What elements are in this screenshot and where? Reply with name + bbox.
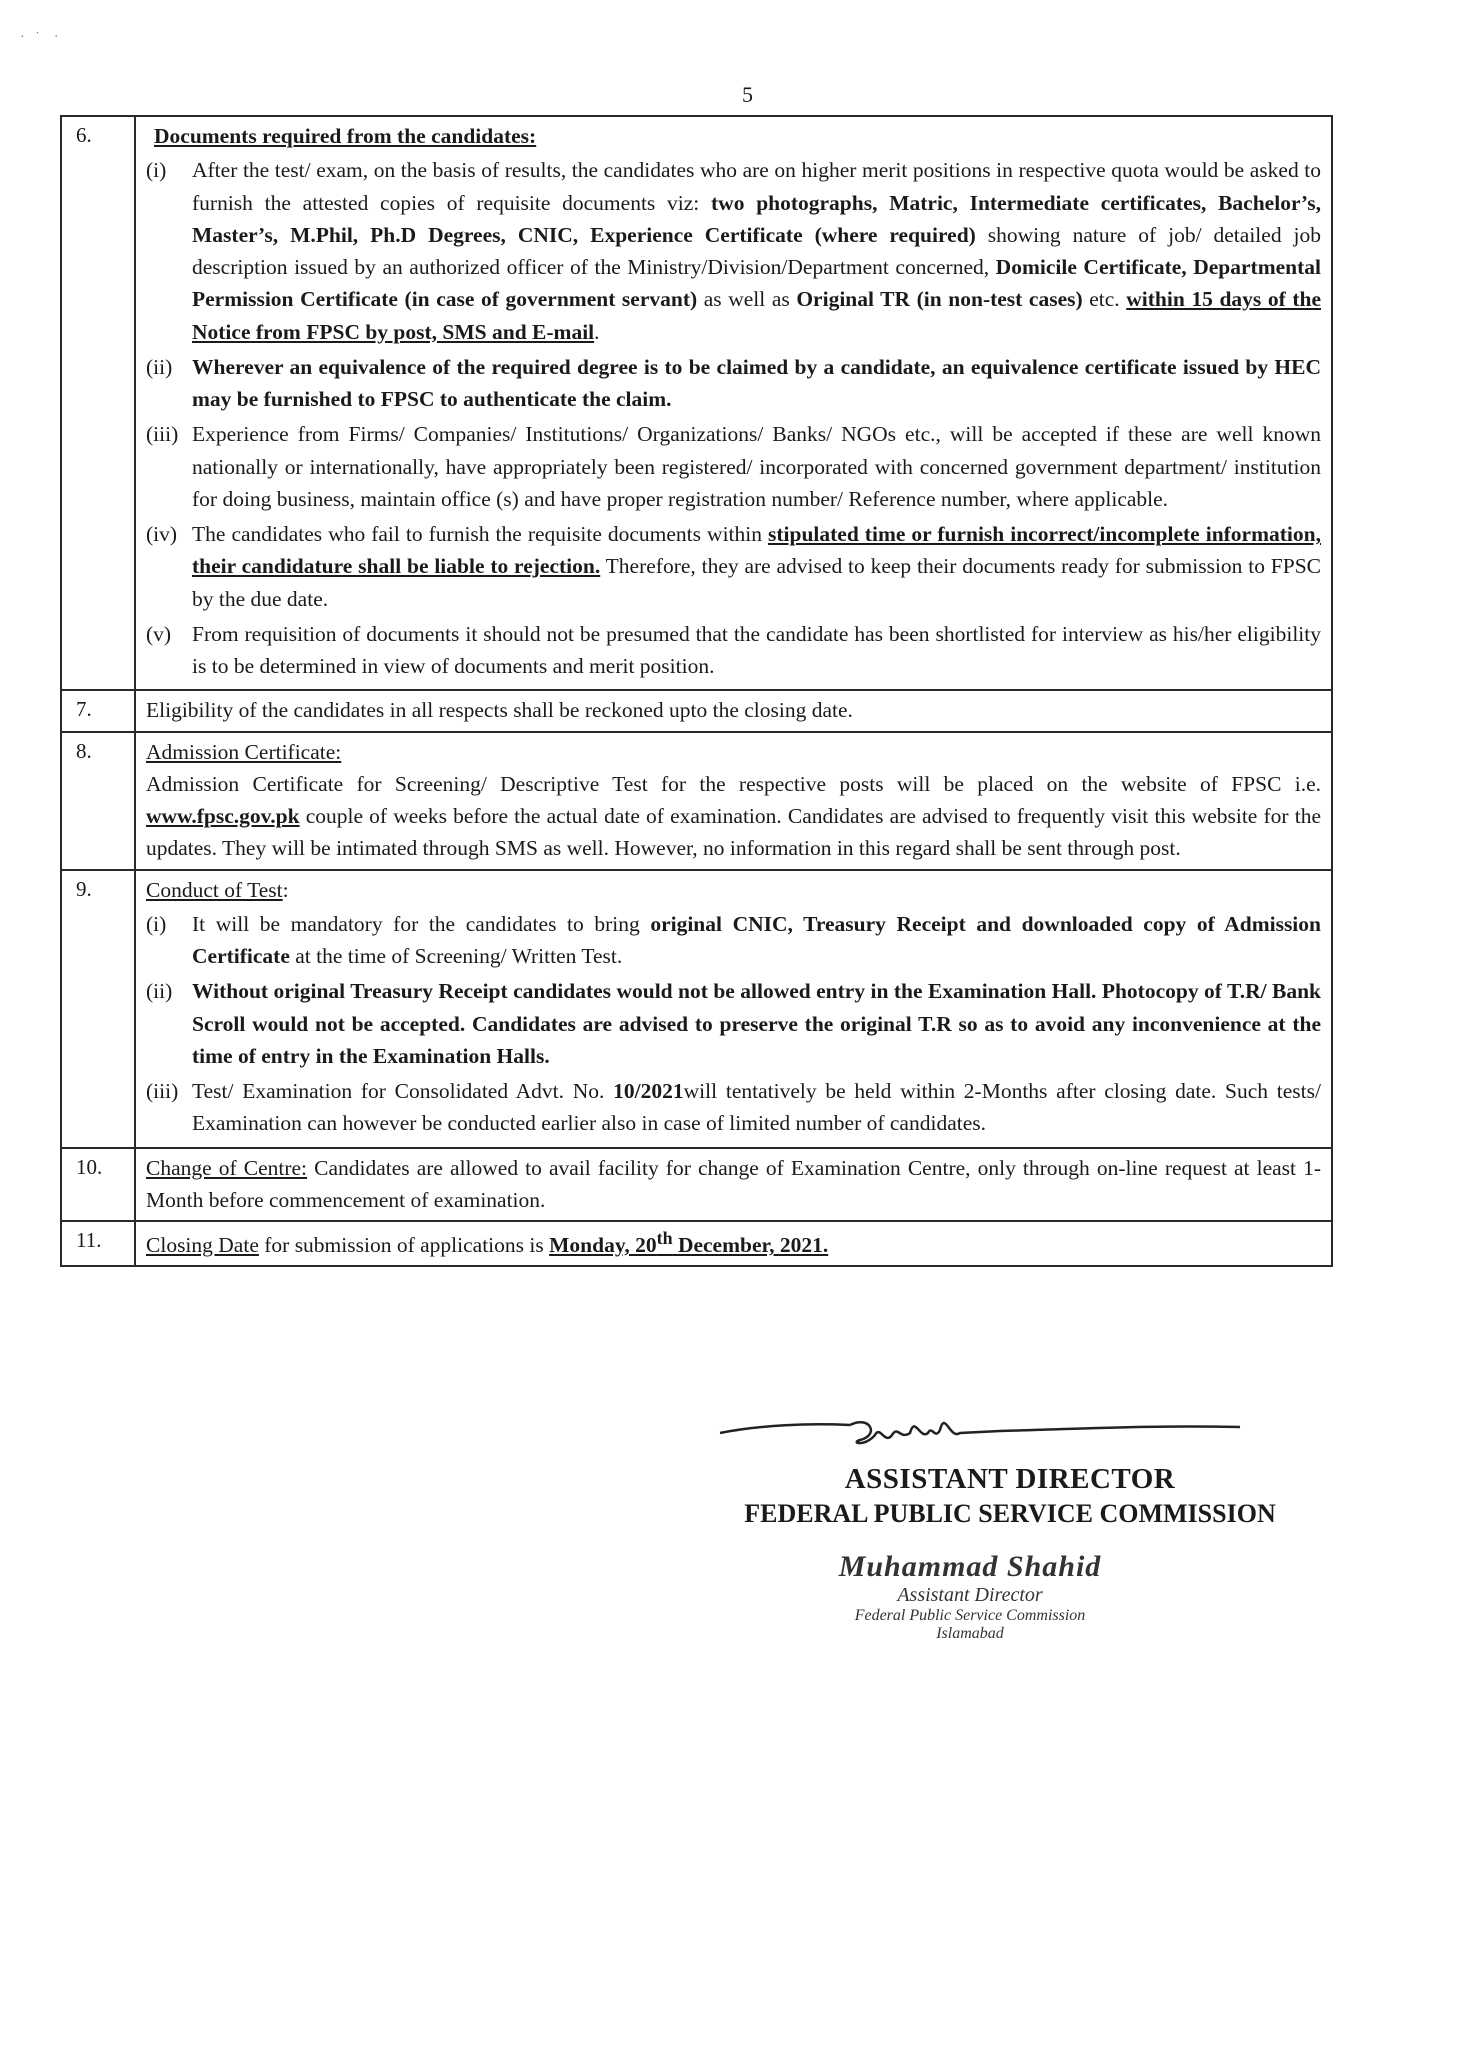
section-heading: Conduct of Test <box>146 877 283 902</box>
stamp-designation: Assistant Director <box>897 1584 1043 1606</box>
section-heading: Closing Date <box>146 1233 259 1258</box>
item-label: (iv) <box>146 522 178 546</box>
list-item <box>146 1075 1321 1140</box>
section-heading: Documents required from the candidates: <box>154 124 537 148</box>
instructions-table <box>60 115 1333 1267</box>
item-label: (i) <box>146 911 167 936</box>
row-10 <box>61 1148 1332 1222</box>
section-heading: Change of Centre: <box>146 1155 308 1180</box>
stamp-office: Federal Public Service Commission <box>854 1607 1086 1624</box>
list-item <box>146 418 1321 515</box>
signatory-organization: FEDERAL PUBLIC SERVICE COMMISSION <box>744 1499 1276 1528</box>
row-number: 7. <box>61 690 135 731</box>
section-text: Admission Certificate for Screening/ Descriptive Test for the respective posts will be placed on the website of FPSC i.e. www.fpsc.gov.pk couple of weeks before the actual date of examination. Candidates are advised to frequently visit this website for the updates. They will be intimated through SMS as well. However, no information in this regard shall be sent through post. <box>146 771 1321 861</box>
item-label: (ii) <box>146 979 173 1004</box>
list-item <box>146 618 1321 683</box>
row-number: 10. <box>61 1148 135 1222</box>
row-content <box>135 732 1332 870</box>
row-content <box>135 116 1332 690</box>
item-label: (iii) <box>146 422 179 447</box>
item-label: (ii) <box>146 354 173 379</box>
item-text: The candidates who fail to furnish the requisite documents within stipulated time or furnish incorrect/incomplete information, their candidature shall be liable to rejection. Therefore, they are advised to keep their documents ready for submission to FPSC by the due date. <box>192 522 1322 611</box>
list-item <box>146 975 1321 1072</box>
stamp-name: Muhammad Shahid <box>838 1550 1102 1583</box>
item-label: (iii) <box>146 1079 179 1103</box>
item-label: (v) <box>146 621 172 646</box>
row-number: 11. <box>61 1221 135 1266</box>
item-text: After the test/ exam, on the basis of results, the candidates who are on higher merit positions in respective quota would be asked to furnish the attested copies of requisite documents viz: two photographs, Matric, Intermediate certificates, Bachelor’s, Master’s, M.Phil, Ph.D Degrees, CNIC, Experience Certificate (where required) showing nature of job/ detailed job description issued by an authorized officer of the Ministry/Division/Department concerned, Domicile Certificate, Departmental Permission Certificate (in case of government servant) as well as Original TR (in non-test cases) etc. within 15 days of the Notice from FPSC by post, SMS and E-mail. <box>192 158 1321 344</box>
stamp-city: Islamabad <box>936 1625 1004 1642</box>
item-text: Test/ Examination for Consolidated Advt. No. 10/2021will tentatively be held within 2-Months after closing date. Such tests/ Examination can however be conducted earlier also in case of limited number of candidates. <box>192 1079 1321 1136</box>
scan-specks: · ˙ · <box>20 30 59 45</box>
item-text: Without original Treasury Receipt candidates would not be allowed entry in the Examination Hall. Photocopy of T.R/ Bank Scroll would not be accepted. Candidates are advised to preserve the original T.R so as to avoid any inconvenience at the time of entry in the Examination Halls. <box>192 979 1321 1068</box>
row-8 <box>61 732 1332 870</box>
list-item <box>146 908 1321 973</box>
signatory-title: ASSISTANT DIRECTOR <box>844 1463 1176 1495</box>
list-item <box>146 351 1321 416</box>
row-content: Closing Date for submission of applications is Monday, 20th December, 2021. <box>135 1221 1332 1266</box>
row-7 <box>61 690 1332 731</box>
handwritten-signature <box>700 1395 1260 1465</box>
row-9 <box>61 870 1332 1148</box>
item-text: From requisition of documents it should not be presumed that the candidate has been shortlisted for interview as his/her eligibility is to be determined in view of documents and merit position. <box>192 621 1321 678</box>
page-number: 5 <box>742 82 753 107</box>
item-text: Experience from Firms/ Companies/ Institutions/ Organizations/ Banks/ NGOs etc., will be accepted if these are well known nationally or internationally, have appropriately been registered/ incorporated with concerned government department/ institution for doing business, maintain office (s) and have proper registration number/ Reference number, where applicable. <box>192 422 1321 511</box>
item-label: (i) <box>146 158 167 183</box>
row-number: 8. <box>61 732 135 870</box>
official-stamp <box>760 1550 1180 1643</box>
item-text: Wherever an equivalence of the required degree is to be claimed by a candidate, an equivalence certificate issued by HEC may be furnished to FPSC to authenticate the claim. <box>192 354 1321 411</box>
row-number: 9. <box>61 870 135 1148</box>
row-6 <box>61 116 1332 690</box>
row-number: 6. <box>61 116 135 690</box>
row-content: Conduct of Test: (i) It will be mandatory for the candidates to bring original CNIC, Treasury Receipt and downloaded copy of Admission Certificate at the time of Screening/ Written Test. (ii) Without original Treasury Receipt candidates would not be allowed entry in the Examination Hall. Photocopy of T.R/ Bank Scroll would not be accepted. Candidates are advised to preserve the original T.R so as to avoid any inconvenience at the time of entry in the Examination Halls. (iii) Test/ Examination for Consolidated Advt. No. 10/2021will tentatively be held within 2-Months after closing date. Such tests/ Examination can however be conducted earlier also in case of limited number of candidates. <box>135 870 1332 1148</box>
item-text: It will be mandatory for the candidates to bring original CNIC, Treasury Receipt and downloaded copy of Admission Certificate at the time of Screening/ Written Test. <box>192 911 1321 968</box>
row-11 <box>61 1221 1332 1266</box>
list-item <box>146 154 1321 348</box>
row-content: Eligibility of the candidates in all respects shall be reckoned upto the closing date. <box>135 690 1332 731</box>
closing-date: Monday, 20th December, 2021. <box>549 1228 829 1258</box>
section-heading: Admission Certificate: <box>146 739 342 764</box>
row-content: Change of Centre: Candidates are allowed to avail facility for change of Examination Centre, only through on-line request at least 1-Month before commencement of examination. <box>135 1148 1332 1222</box>
list-item <box>146 518 1321 615</box>
fpsc-website-link[interactable]: www.fpsc.gov.pk <box>146 804 300 828</box>
